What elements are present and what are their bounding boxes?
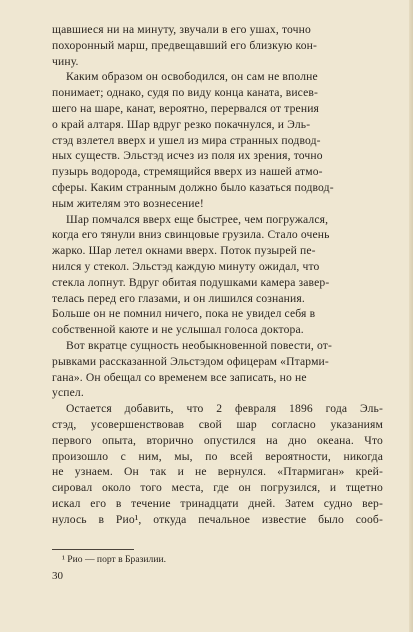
text-line: искал его в течение тринадцати дней. Затем судно вер-: [52, 496, 383, 510]
text-line: Больше он не помнил ничего, пока не увидел себя в: [52, 307, 316, 321]
text-line: не узнаем. Он так и не вернулся. «Птармиган» крей-: [52, 465, 383, 479]
text-line: нулось в Рио¹, откуда печальное известие было сооб-: [52, 512, 383, 526]
text-line: шего на шаре, канат, вероятно, перервался от трения: [52, 101, 320, 115]
text-line: похоронный марш, предвещавший его близкую кон-: [52, 38, 318, 52]
footnote: ¹ Рио — порт в Бразилии.: [62, 554, 166, 565]
text-line: Каким образом он освободился, он сам не вполне: [66, 70, 318, 84]
text-line: телась перед его глазами, и он лишился сознания.: [52, 291, 305, 305]
paragraph-3: [52, 212, 383, 338]
text-line: Вот вкратце сущность необыкновенной повести, от-: [66, 338, 332, 352]
page-edge-shadow: [409, 0, 413, 632]
text-line: сферы. Каким странным должно было казаться подвод-: [52, 180, 334, 194]
main-text: [52, 22, 383, 528]
text-line: жарко. Шар летел окнами вверх. Поток пузырей пе-: [52, 244, 316, 258]
text-line: стекла лопнут. Вдруг обитая подушками камера завер-: [52, 275, 330, 289]
text-line: успел.: [52, 386, 84, 400]
text-line: собственной каюте и не услышал голоса доктора.: [52, 323, 304, 337]
paragraph-2: [52, 69, 383, 211]
text-line: произошло с ним, мы, по всей вероятности, никогда: [52, 449, 383, 463]
text-line: щавшиеся ни на минуту, звучали в его ушах, точно: [52, 23, 311, 36]
text-line: гана». Он обещал со временем все записать, но не: [52, 370, 307, 384]
text-line: чину.: [52, 54, 79, 68]
paragraph-4: [52, 338, 383, 401]
text-line: ным жителям это вознесение!: [52, 196, 204, 210]
footnote-rule: [52, 549, 134, 550]
text-line: стэд взлетел вверх и ушел из мира странных подвод-: [52, 133, 321, 147]
text-line: когда его тянули вниз свинцовые грузила. Стало очень: [52, 228, 330, 242]
text-line: нился у стекол. Эльстэд каждую минуту ожидал, что: [52, 259, 320, 273]
text-line: первого опыта, вторично опустился на дно океана. Что: [52, 433, 383, 447]
page-number: 30: [52, 570, 63, 582]
text-line: Остается добавить, что 2 февраля 1896 года Эль-: [66, 402, 383, 416]
text-line: стэд, усовершенствовав свой шар согласно указаниям: [52, 417, 383, 431]
text-line: пузырь водорода, стремящийся вверх из нашей атмо-: [52, 165, 323, 179]
text-line: ных существ. Эльстэд исчез из поля их зрения, точно: [52, 149, 323, 163]
paragraph-5: [52, 401, 383, 527]
text-line: сировал около того места, где он погрузился, и тщетно: [52, 481, 383, 495]
text-line: рывками рассказанной Эльстэдом офицерам «Птарми-: [52, 354, 329, 368]
text-line: о край алтаря. Шар вдруг резко покачнулся, и Эль-: [52, 117, 311, 131]
text-line: Шар помчался вверх еще быстрее, чем погружался,: [66, 212, 329, 226]
paragraph-1: [52, 22, 383, 69]
text-line: понимает; однако, судя по виду конца каната, висев-: [52, 86, 319, 100]
